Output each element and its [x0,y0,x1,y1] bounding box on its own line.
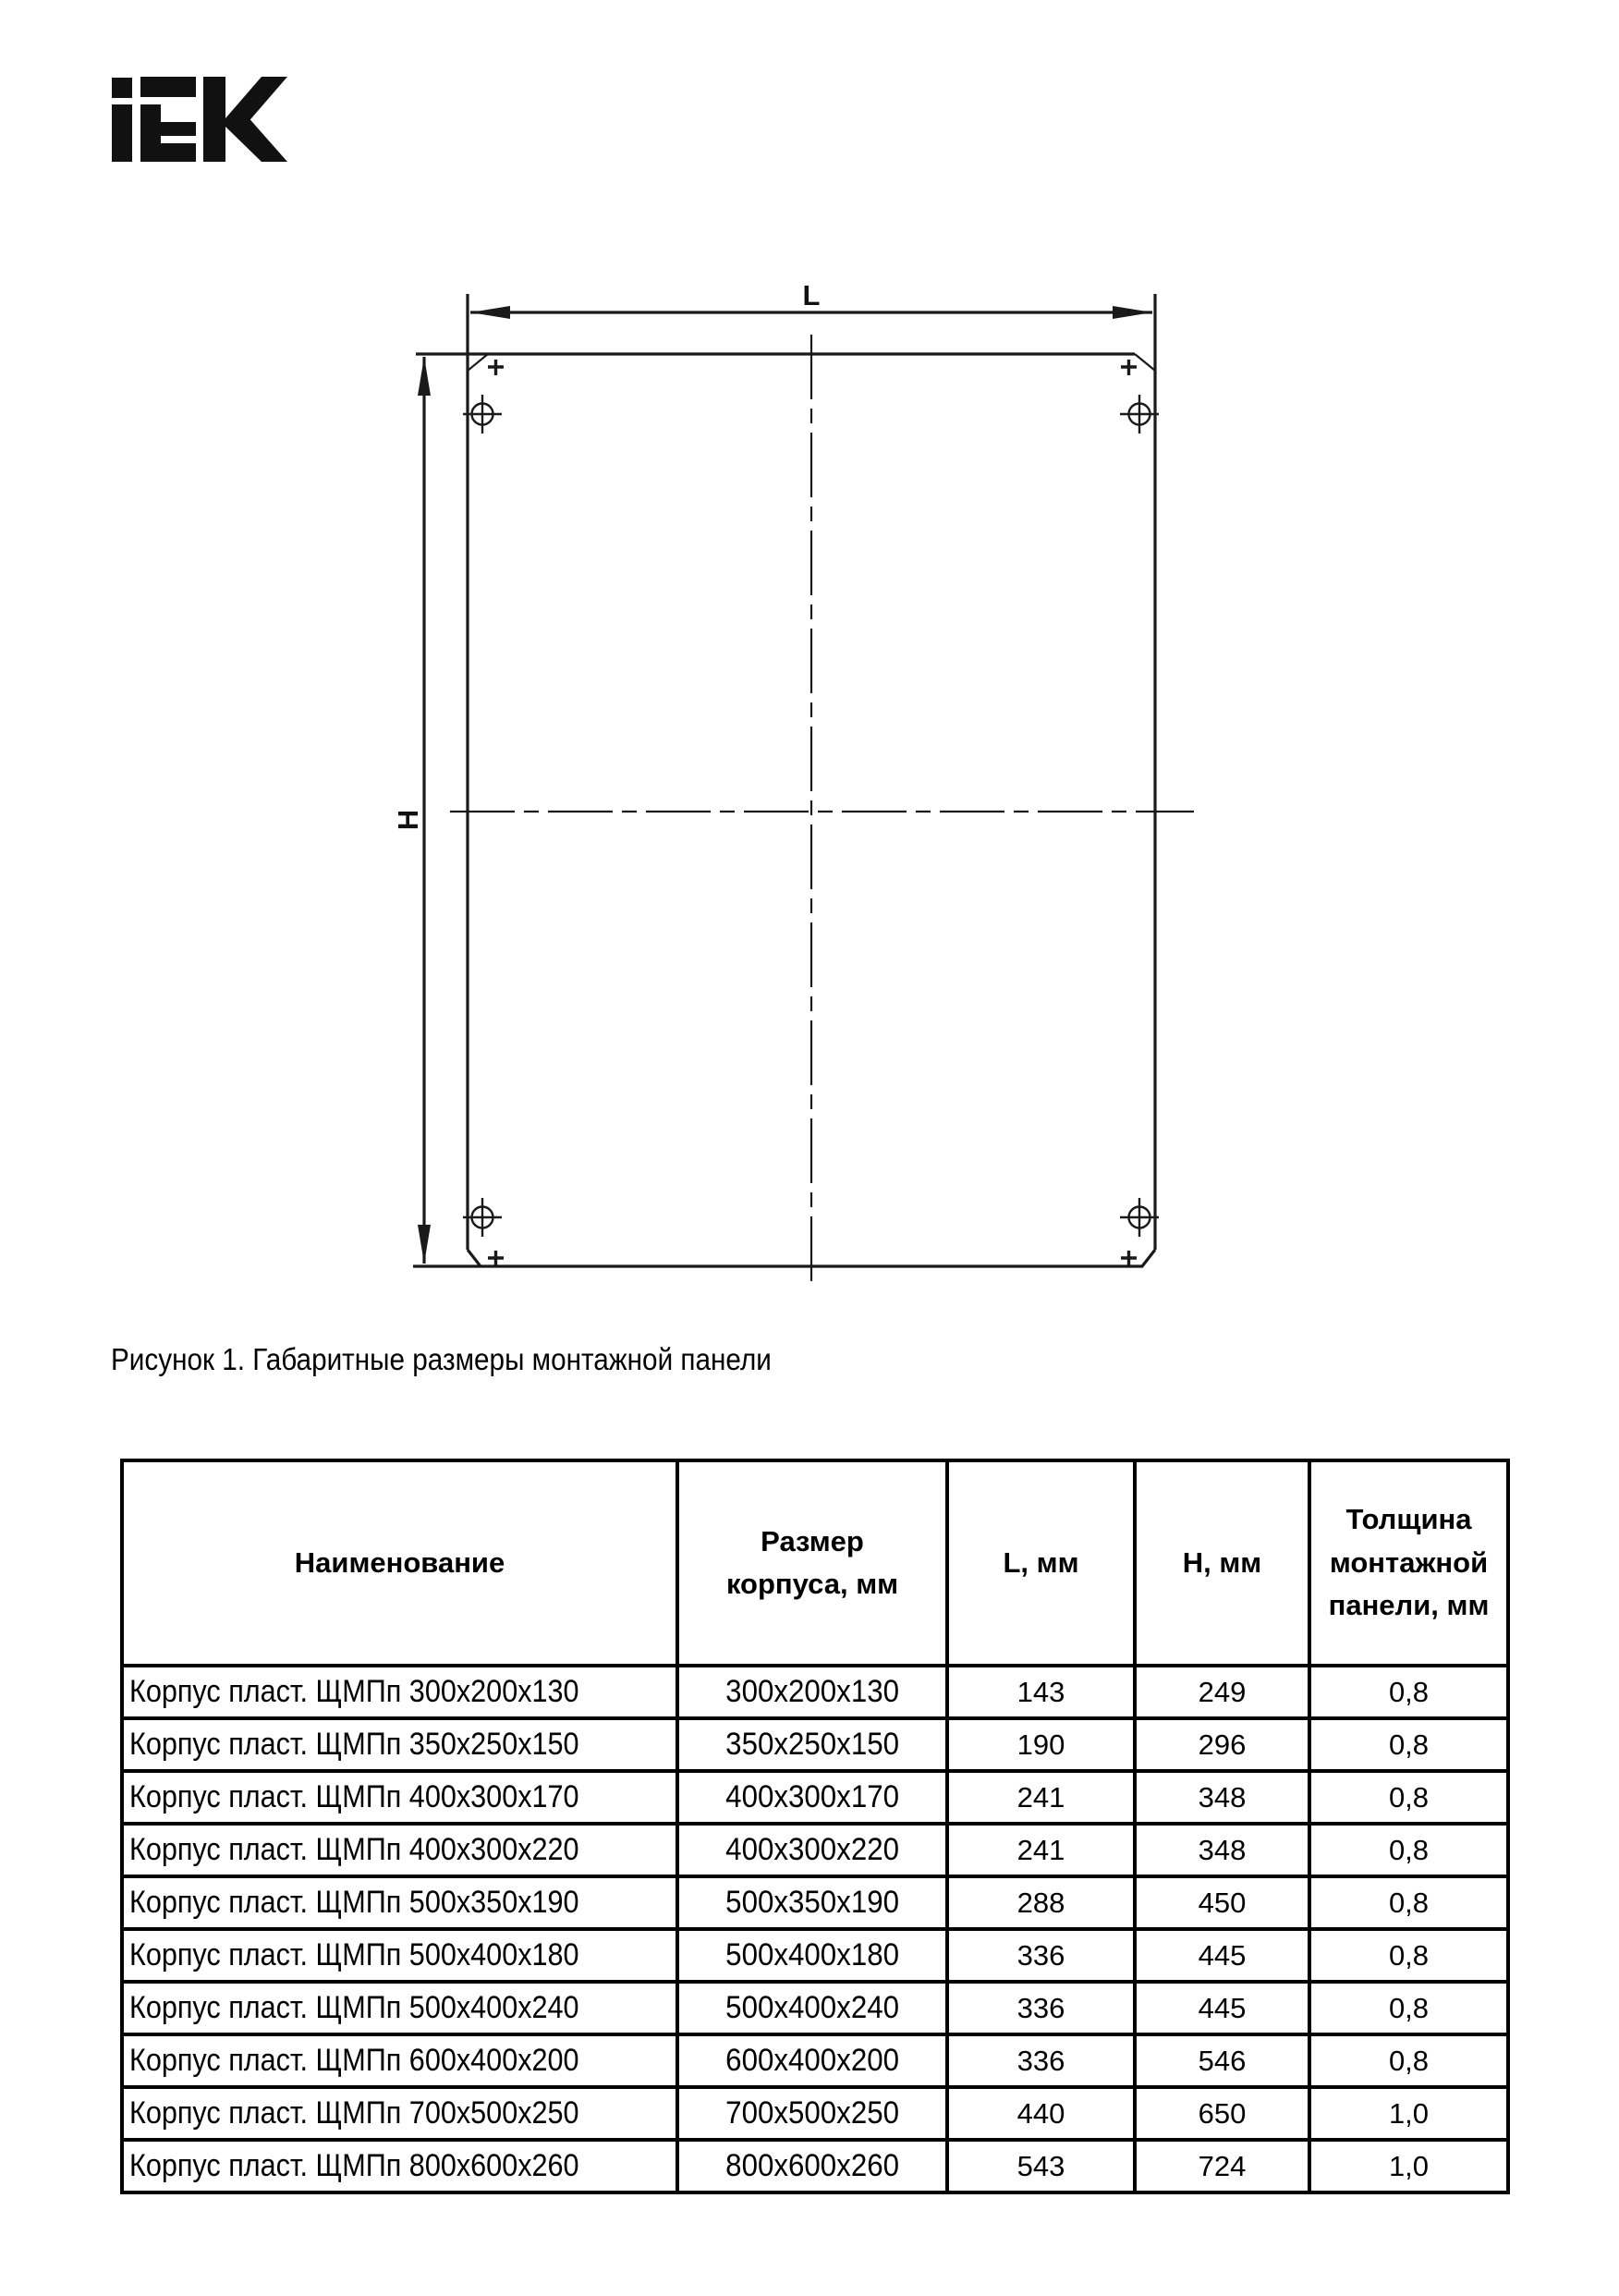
body-size: 600х400х200 [725,2043,899,2078]
product-name: Корпус пласт. ЩМПп 300х200х130 [129,1674,579,1709]
body-size: 500х400х240 [725,1990,899,2025]
thickness-value: 1,0 [1309,2140,1508,2192]
l-value: 336 [947,1982,1135,2034]
logo-i-dot [112,78,132,98]
dim-arrow-right [1113,306,1152,319]
spec-table [120,1459,1510,2194]
logo-k-lower-arm [225,115,287,162]
body-size: 500х400х180 [725,1937,899,1972]
col-header-h: H, мм [1135,1460,1309,1666]
thickness-value: 0,8 [1309,1929,1508,1982]
table-row [122,1876,1508,1929]
l-value: 241 [947,1824,1135,1876]
logo-e-body [140,104,196,162]
l-value: 190 [947,1718,1135,1771]
body-size: 300х200х130 [725,1674,899,1709]
product-name: Корпус пласт. ЩМПп 400х300х220 [129,1832,579,1867]
thickness-value: 0,8 [1309,1718,1508,1771]
table-row [122,1929,1508,1982]
table-row [122,1982,1508,2034]
mounting-panel-drawing [388,268,1220,1313]
drawing-canvas [388,268,1220,1313]
product-name: Корпус пласт. ЩМПп 400х300х170 [129,1779,579,1814]
figure-caption-text: Рисунок 1. Габаритные размеры монтажной панели [111,1342,772,1376]
l-value: 336 [947,2034,1135,2087]
h-value: 348 [1135,1824,1309,1876]
table-row [122,2087,1508,2140]
cross-bottom-right [1121,1251,1137,1266]
h-value: 445 [1135,1982,1309,2034]
centerlines [450,335,1194,1287]
col-header-name: Наименование [122,1460,677,1666]
figure-caption [111,1342,845,1377]
thickness-value: 0,8 [1309,1824,1508,1876]
chamfer-bottom-right [1142,1250,1155,1266]
logo-i-stem [112,104,132,162]
product-name: Корпус пласт. ЩМПп 350х250х150 [129,1727,579,1762]
h-value: 650 [1135,2087,1309,2140]
product-name: Корпус пласт. ЩМПп 500х350х190 [129,1885,579,1920]
h-value: 249 [1135,1666,1309,1718]
chamfer-bottom-left [468,1250,481,1266]
product-name: Корпус пласт. ЩМПп 800х600х260 [129,2148,579,2183]
product-name: Корпус пласт. ЩМПп 500х400х180 [129,1937,579,1972]
cross-bottom-left [488,1251,504,1266]
panel-outline [413,294,1155,1266]
thickness-value: 0,8 [1309,1771,1508,1824]
col-header-l: L, мм [947,1460,1135,1666]
h-value: 724 [1135,2140,1309,2192]
table-row [122,1666,1508,1718]
body-size: 350х250х150 [725,1727,899,1762]
product-name: Корпус пласт. ЩМПп 600х400х200 [129,2043,579,2078]
dimension-H [392,357,431,1264]
logo-e-top-bar [140,77,196,97]
dim-arrow-top [418,357,431,396]
table-row [122,1718,1508,1771]
dimension-L [470,279,1152,319]
dim-arrow-left [470,306,510,319]
h-value: 296 [1135,1718,1309,1771]
col-header-body-size: Размер корпуса, мм [677,1460,947,1666]
dim-arrow-bottom [418,1225,431,1264]
l-value: 241 [947,1771,1135,1824]
cross-top-left [488,360,504,375]
hole-marker-bottom-right [1120,1198,1159,1237]
logo-k-stem [203,77,225,162]
body-size: 800х600х260 [725,2148,899,2183]
h-value: 348 [1135,1771,1309,1824]
cross-top-right [1121,360,1137,375]
table-row [122,1824,1508,1876]
body-size: 400х300х220 [725,1832,899,1867]
hole-marker-top-right [1120,395,1159,434]
product-name: Корпус пласт. ЩМПп 500х400х240 [129,1990,579,2025]
table-row [122,1771,1508,1824]
thickness-value: 0,8 [1309,1982,1508,2034]
thickness-value: 0,8 [1309,2034,1508,2087]
thickness-value: 1,0 [1309,2087,1508,2140]
body-size: 400х300х170 [725,1779,899,1814]
table-row [122,2140,1508,2192]
l-value: 143 [947,1666,1135,1718]
h-value: 546 [1135,2034,1309,2087]
l-value: 440 [947,2087,1135,2140]
product-name: Корпус пласт. ЩМПп 700х500х250 [129,2095,579,2131]
thickness-value: 0,8 [1309,1666,1508,1718]
dim-label-L: L [802,279,821,311]
chamfer-top-left [468,354,488,371]
h-value: 445 [1135,1929,1309,1982]
dim-label-H: H [391,809,424,831]
body-size: 700х500х250 [725,2095,899,2131]
l-value: 288 [947,1876,1135,1929]
l-value: 336 [947,1929,1135,1982]
iek-logo-graphic [112,77,287,162]
chamfer-top-right [1135,354,1155,371]
h-value: 450 [1135,1876,1309,1929]
thickness-value: 0,8 [1309,1876,1508,1929]
col-header-thickness: Толщина монтажной панели, мм [1309,1460,1508,1666]
iek-logo [112,77,287,162]
l-value: 543 [947,2140,1135,2192]
table-row [122,2034,1508,2087]
body-size: 500х350х190 [725,1885,899,1920]
table-header-row [122,1460,1508,1666]
